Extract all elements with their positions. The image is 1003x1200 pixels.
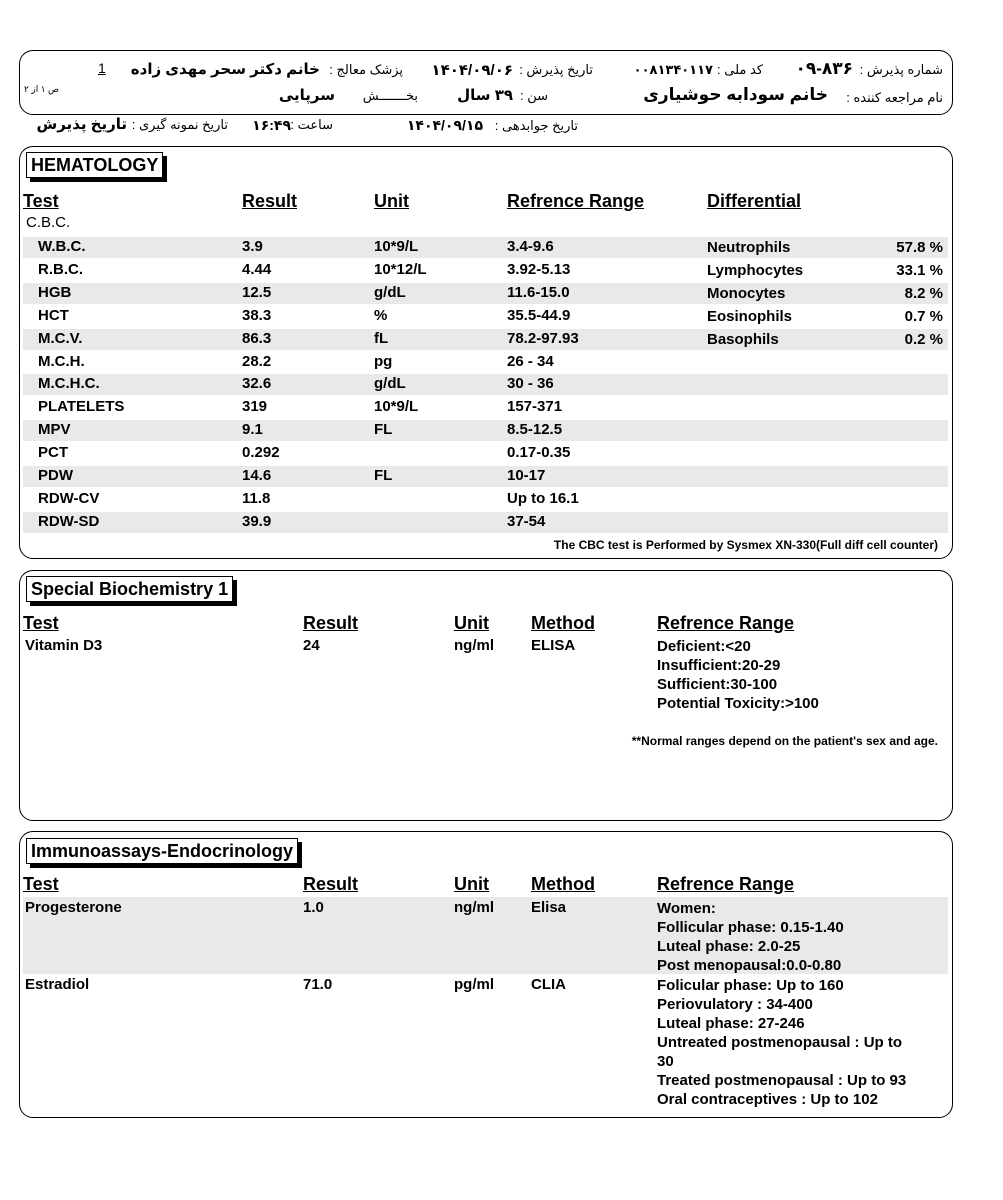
patient-name: خانم سودابه حوشیاری: [643, 85, 828, 104]
imm-range-line: Treated postmenopausal : Up to 93: [657, 1072, 907, 1089]
hematology-title: HEMATOLOGY: [26, 152, 163, 178]
hema-col-unit: Unit: [374, 191, 409, 211]
hema-range-cell: 0.17-0.35: [507, 444, 571, 461]
hema-unit-cell: g/dL: [374, 284, 406, 301]
differential-value: 0.2 %: [904, 331, 943, 348]
hema-unit-cell: %: [374, 307, 388, 324]
bio-col-method: Method: [531, 613, 595, 633]
hema-test-cell: PCT: [38, 444, 68, 461]
imm-range-estradiol: [657, 976, 906, 1109]
physician-name: خانم دکتر سحر مهدی زاده: [130, 61, 320, 78]
bio-range-line: Deficient:<20: [657, 638, 751, 655]
table-row-stripe: [23, 237, 948, 258]
biochemistry-title: Special Biochemistry 1: [26, 576, 233, 602]
imm-range-line: Follicular phase: 0.15-1.40: [657, 919, 844, 936]
imm-test-progesterone: Progesterone: [25, 899, 122, 916]
differential-value: 0.7 %: [904, 308, 943, 325]
sample-date-label: تاریخ نمونه گیری :: [131, 117, 228, 132]
hema-test-cell: M.C.H.: [38, 353, 85, 370]
hema-test-cell: RDW-SD: [38, 513, 100, 530]
imm-range-line: 30: [657, 1053, 674, 1070]
imm-col-method: Method: [531, 874, 595, 894]
hema-range-cell: 78.2-97.93: [507, 330, 579, 347]
differential-name: Eosinophils: [707, 308, 793, 325]
ward-value: سرپایی: [278, 87, 335, 104]
hema-test-cell: HCT: [38, 307, 69, 324]
imm-range-line: Periovulatory : 34-400: [657, 996, 813, 1013]
cbc-instrument-note: The CBC test is Performed by Sysmex XN-330(Full diff cell counter): [553, 538, 938, 552]
age-label: سن :: [519, 88, 548, 103]
hema-result-cell: 14.6: [242, 467, 272, 484]
table-row-stripe: [23, 466, 948, 487]
table-row-stripe: [23, 374, 948, 395]
imm-range-line: Folicular phase: Up to 160: [657, 977, 844, 994]
differential-name: Neutrophils: [707, 239, 791, 256]
bio-method: ELISA: [531, 637, 576, 654]
imm-col-range: Refrence Range: [657, 874, 795, 894]
bio-range-line: Insufficient:20-29: [657, 657, 781, 674]
time-value: ۱۶:۴۹: [252, 117, 291, 133]
immunoassay-title: Immunoassays-Endocrinology: [26, 838, 298, 864]
hema-range-cell: 10-17: [507, 467, 546, 484]
table-row-stripe: [23, 420, 948, 441]
bio-col-test: Test: [23, 613, 59, 633]
imm-range-line: Luteal phase: 2.0-25: [657, 938, 801, 955]
admission-number: ۰۹-۸۳۶: [795, 59, 853, 78]
imm-test-estradiol: Estradiol: [25, 976, 90, 993]
imm-unit-progesterone: ng/ml: [454, 899, 494, 916]
hema-test-cell: M.C.H.C.: [38, 375, 100, 392]
ward-label: بخـــــــش: [362, 88, 418, 103]
patient-name-label: نام مراجعه کننده :: [846, 90, 943, 105]
hema-result-cell: 11.8: [242, 490, 271, 507]
imm-method-estradiol: CLIA: [531, 976, 566, 993]
hema-range-cell: Up to 16.1: [507, 490, 579, 507]
bio-result: 24: [303, 637, 320, 654]
hema-result-cell: 28.2: [242, 353, 272, 370]
page-count: 1: [98, 60, 106, 76]
hema-result-cell: 3.9: [242, 238, 263, 255]
hema-result-cell: 38.3: [242, 307, 272, 324]
hema-range-cell: 11.6-15.0: [507, 284, 570, 301]
hema-result-cell: 9.1: [242, 421, 263, 438]
national-id: ۰۰۸۱۳۴۰۱۱۷: [633, 62, 713, 77]
cbc-group-label: C.B.C.: [26, 214, 71, 231]
hema-test-cell: MPV: [38, 421, 71, 438]
admission-date-label: تاریخ پذیرش :: [519, 62, 593, 77]
hema-unit-cell: 10*9/L: [374, 238, 419, 255]
hema-test-cell: R.B.C.: [38, 261, 83, 278]
answer-date: ۱۴۰۴/۰۹/۱۵: [406, 117, 483, 133]
imm-range-progesterone: [657, 899, 844, 975]
hema-unit-cell: pg: [374, 353, 393, 370]
imm-unit-estradiol: pg/ml: [454, 976, 494, 993]
imm-method-progesterone: Elisa: [531, 899, 567, 916]
differential-name: Lymphocytes: [707, 262, 804, 279]
imm-col-test: Test: [23, 874, 59, 894]
differential-value: 33.1 %: [896, 262, 943, 279]
hema-test-cell: M.C.V.: [38, 330, 83, 347]
time-label: ساعت :: [290, 117, 333, 132]
imm-range-line: Oral contraceptives : Up to 102: [657, 1091, 878, 1108]
hema-result-cell: 39.9: [242, 513, 272, 530]
bio-col-result: Result: [303, 613, 359, 633]
table-row-stripe: [23, 512, 948, 533]
hema-range-cell: 8.5-12.5: [507, 421, 563, 438]
hema-result-cell: 319: [242, 398, 268, 415]
hema-test-cell: HGB: [38, 284, 72, 301]
hema-test-cell: PDW: [38, 467, 73, 484]
bio-range: [657, 637, 819, 713]
imm-range-line: Luteal phase: 27-246: [657, 1015, 805, 1032]
differential-value: 57.8 %: [896, 239, 943, 256]
hema-unit-cell: 10*9/L: [374, 398, 419, 415]
hema-unit-cell: 10*12/L: [374, 261, 427, 278]
hema-range-cell: 37-54: [507, 513, 546, 530]
answer-date-label: تاریخ جوابدهی :: [494, 118, 578, 133]
imm-range-line: Untreated postmenopausal : Up to: [657, 1034, 903, 1051]
bio-col-unit: Unit: [454, 613, 489, 633]
table-row-stripe: [23, 329, 948, 350]
sample-date: تاریخ پذیرش: [36, 116, 127, 133]
admission-date: ۱۴۰۴/۰۹/۰۶: [431, 62, 513, 79]
bio-range-line: Sufficient:30-100: [657, 676, 778, 693]
hema-test-cell: PLATELETS: [38, 398, 125, 415]
hema-col-result: Result: [242, 191, 298, 211]
admission-label: شماره پذیرش :: [859, 62, 943, 77]
hema-col-test: Test: [23, 191, 59, 211]
hema-test-cell: RDW-CV: [38, 490, 100, 507]
hema-range-cell: 35.5-44.9: [507, 307, 571, 324]
age-value: ۳۹ سال: [457, 87, 513, 104]
hema-range-cell: 3.92-5.13: [507, 261, 571, 278]
imm-range-line: Post menopausal:0.0-0.80: [657, 957, 842, 974]
imm-result-estradiol: 71.0: [303, 976, 333, 993]
hema-col-range: Refrence Range: [507, 191, 645, 211]
hematology-section: [19, 146, 953, 559]
hema-unit-cell: FL: [374, 467, 393, 484]
hema-unit-cell: FL: [374, 421, 393, 438]
bio-unit: ng/ml: [454, 637, 494, 654]
differential-name: Monocytes: [707, 285, 786, 302]
hema-result-cell: 86.3: [242, 330, 272, 347]
hema-range-cell: 3.4-9.6: [507, 238, 554, 255]
imm-result-progesterone: 1.0: [303, 899, 324, 916]
page-of: ص ۱ از ۲: [24, 84, 59, 94]
imm-col-unit: Unit: [454, 874, 489, 894]
table-row-stripe: [23, 283, 948, 304]
hema-result-cell: 12.5: [242, 284, 272, 301]
hema-result-cell: 4.44: [242, 261, 272, 278]
hema-test-cell: W.B.C.: [38, 238, 86, 255]
hema-range-cell: 157-371: [507, 398, 563, 415]
bio-col-range: Refrence Range: [657, 613, 795, 633]
national-id-label: کد ملی :: [717, 62, 763, 77]
differential-name: Basophils: [707, 331, 779, 348]
bio-range-line: Potential Toxicity:>100: [657, 695, 819, 712]
biochem-note: **Normal ranges depend on the patient's sex and age.: [631, 734, 938, 748]
hema-result-cell: 32.6: [242, 375, 272, 392]
imm-range-line: Women:: [657, 900, 716, 917]
hema-col-differential: Differential: [707, 191, 802, 211]
physician-label: پزشک معالج :: [329, 62, 403, 77]
hema-result-cell: 0.292: [242, 444, 280, 461]
hema-unit-cell: g/dL: [374, 375, 406, 392]
bio-test: Vitamin D3: [25, 637, 103, 654]
hema-range-cell: 26 - 34: [507, 353, 554, 370]
hema-range-cell: 30 - 36: [507, 375, 554, 392]
hema-unit-cell: fL: [374, 330, 389, 347]
imm-col-result: Result: [303, 874, 359, 894]
differential-value: 8.2 %: [904, 285, 943, 302]
